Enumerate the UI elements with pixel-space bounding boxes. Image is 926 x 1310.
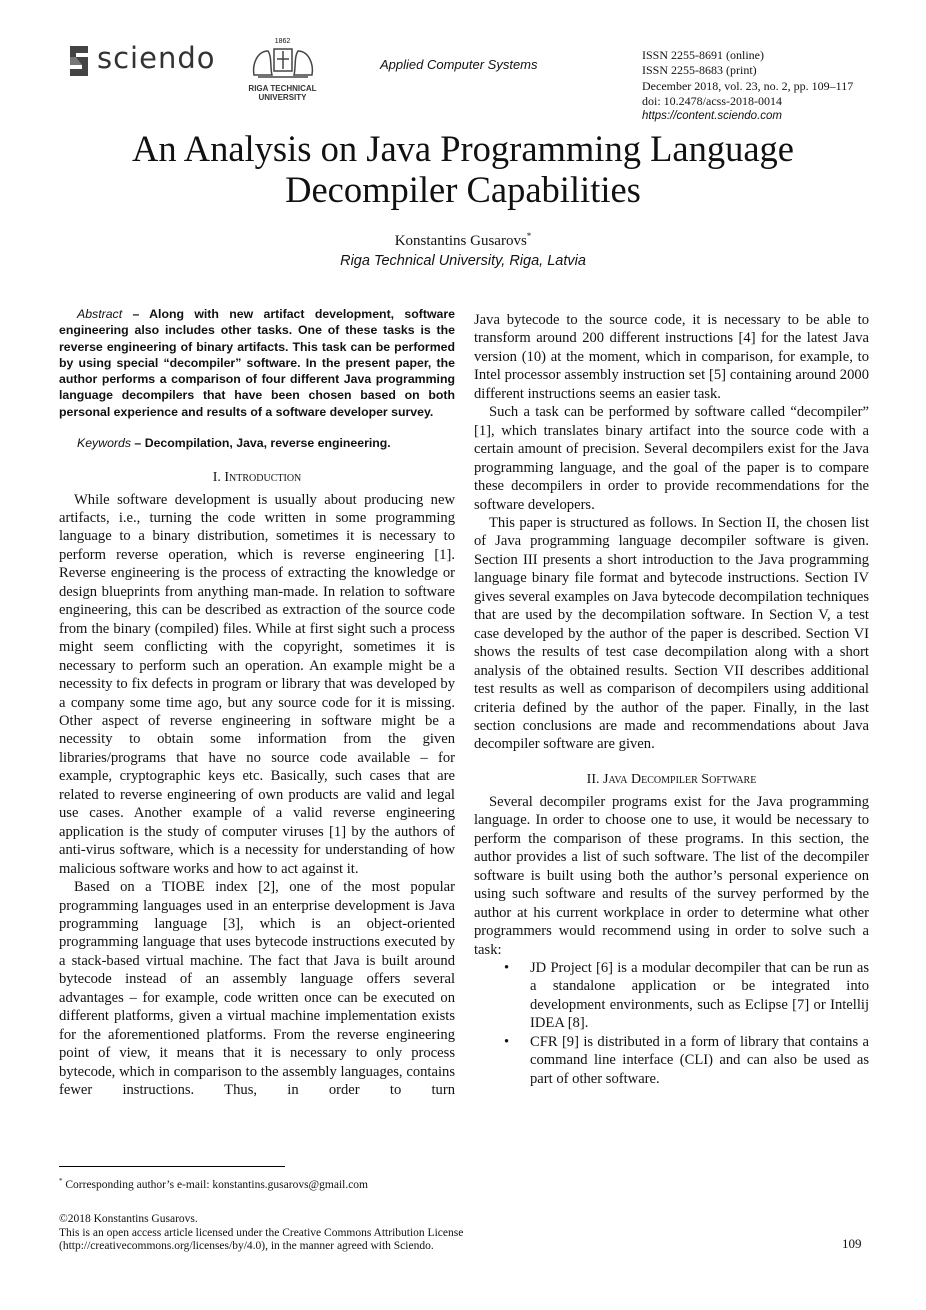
journal-url[interactable]: https://content.sciendo.com [642, 110, 782, 123]
author-footnote-mark: * [526, 231, 532, 241]
publication-meta [642, 48, 853, 124]
title-line: An Analysis on Java Programming Language [132, 128, 794, 169]
keywords [59, 434, 455, 452]
abstract [59, 306, 455, 420]
copyright-notice [59, 1213, 463, 1254]
paragraph: While software development is usually about producing new artifacts, i.e., turning the code written in some programming language to a binary distribution, sometimes it is necessary to perform reverse operation, which is reverse engineering [1]. Reverse engineering is the process of extracting the knowledge or design blueprints from anything man-made. In relation to software engineering, this can be described as extraction of the source code from the binary (compiled) files. While at first sight such a process might seem conflicting with the copyright, sometimes it is necessary to perform such an operation. An example might be a necessity to fix defects in program or library that was developed by a company some time ago, but any source code for it is missing. Other aspect of reverse engineering in software might be a necessity to obtain some information from the given libraries/programs that have no source code available – for example, cryptographic keys etc. Basically, such cases that are related to reverse engineering of own products are valid and legal use cases. Another example of a valid reverse engineering application is the study of computer viruses [1] by the authors of anti-virus software, which is a necessity for understanding of how malicious software works and how to act against it. [59, 491, 455, 877]
rtu-logo [245, 38, 320, 102]
decompiler-list [474, 959, 869, 1088]
keywords-label: Keywords [77, 436, 131, 451]
list-item-text: CFR [9] is distributed in a form of library that contains a command line interface (CLI) and can also be used as part of other software. [530, 1033, 869, 1087]
paragraph-continued: Java bytecode to the source code, it is necessary to be able to transform around 200 different instructions [4] for the latest Java version (10) at the moment, which in comparison, for example, to Intel processor assembly instruction set [5] containing around 2000 different instructions seems an easier task. [474, 312, 869, 402]
paragraph: This paper is structured as follows. In Section II, the chosen list of Java programming language decompiler software is given. Section III presents a short introduction to the Java programming language binary file format and bytecode instructions. Section IV gives several examples on Java bytecode decompilation techniques that are used by the decompilation software. In Section V, a test case developed by the author of the paper is described. Section VI shows the results of test case decompilation along with a short analysis of the obtained results. Section VII describes additional test results as well as comparison of decompilers using additional criteria defined by the author of the paper. Finally, in the last section conclusions are made and recommendations about Java decompiler software are given. [474, 514, 869, 753]
author [0, 231, 926, 250]
abstract-text: Along with new artifact development, software engineering also includes other tasks. One of these tasks is the reverse engineering of binary artifacts. This task can be performed by using special “decompiler” software. In the present paper, the author performs a comparison of four different Java programming language decompilers that have been chosen based on both personal experience and results of a software developer survey. [59, 307, 455, 419]
rtu-crest-icon [248, 45, 318, 79]
affiliation: Riga Technical University, Riga, Latvia [340, 253, 586, 269]
title-line: Decompiler Capabilities [285, 169, 641, 210]
author-name: Konstantins Gusarovs [394, 233, 527, 249]
paper-title [0, 128, 926, 210]
rtu-year: 1862 [274, 38, 291, 45]
footnote-text: Corresponding author’s e-mail: konstantins.gusarovs@gmail.com [65, 1178, 369, 1191]
copyright-line: ©2018 Konstantins Gusarovs. [59, 1213, 198, 1225]
list-item [504, 959, 869, 1033]
bullet-icon: • [504, 1033, 510, 1050]
issn-print: ISSN 2255-8683 (print) [642, 63, 757, 78]
keywords-dash: – [131, 436, 145, 451]
rtu-name-line2: UNIVERSITY [258, 93, 307, 102]
bullet-icon: • [504, 959, 510, 976]
footnote-mark: * [59, 1177, 63, 1185]
doi: doi: 10.2478/acss-2018-0014 [642, 93, 782, 108]
left-column [59, 306, 455, 1099]
section-heading-decompiler-software [474, 771, 869, 789]
license-line: This is an open access article licensed under the Creative Commons Attribution License [59, 1226, 464, 1239]
abstract-label: Abstract [77, 307, 123, 321]
list-item-text: JD Project [6] is a modular decompiler that can be run as a standalone application or be integrated into development environments, such as Eclipse [7] or Intellij IDEA [8]. [530, 959, 869, 1032]
rtu-name-line1: RIGA TECHNICAL [248, 84, 317, 93]
issn-online: ISSN 2255-8691 (online) [642, 48, 764, 62]
paragraph: Based on a TIOBE index [2], one of the most popular programming languages used in an enterprise development is Java programming language [3], which is an object-oriented programming language that uses bytecode instructions executed by a stack-based virtual machine. The fact that Java is built around bytecode instead of an assembly language offers several advantages – for example, code written once can be executed on different platforms, given a virtual machine implementation exists for the aforementioned platforms. From the reverse engineering point of view, it means that it is necessary to only process bytecode, which in comparison to the assembly languages, contains fewer instructions. Thus, in order to turn [59, 879, 455, 1099]
sciendo-logo-text: sciendo [97, 41, 216, 75]
list-item [504, 1033, 869, 1088]
keywords-text: Decompilation, Java, reverse engineering. [144, 436, 391, 451]
heading-text: II. Java Decompiler Software [586, 771, 757, 787]
sciendo-logo-icon [66, 44, 92, 78]
section-heading-introduction [59, 469, 455, 487]
abstract-dash: – [122, 307, 150, 321]
license-line: (http://creativecommons.org/licenses/by/4.0), in the manner agreed with Sciendo. [59, 1240, 434, 1253]
footnote [59, 1177, 368, 1191]
footnote-divider [59, 1166, 285, 1167]
paragraph: Such a task can be performed by software called “decompiler” [1], which translates binary artifact into the source code with a certain amount of precision. Several decompilers exist for the Java programming language, and the goal of the paper is to compare these decompilers in order to provide recommendations for the software developers. [474, 404, 869, 513]
right-column [474, 311, 869, 1088]
paragraph: Several decompiler programs exist for the Java programming language. In order to choose one to use, it would be necessary to perform the comparison of these programs. In this section, the author provides a list of such software. The list of the decompiler software is built using both the author’s personal experience on using such software and results of the survey performed by the author at his current workplace in order to determine what other programmers would recommend using in order to solve such a task: [474, 793, 869, 958]
journal-name: Applied Computer Systems [380, 57, 538, 72]
issue-info: December 2018, vol. 23, no. 2, pp. 109–117 [642, 78, 854, 93]
heading-text: I. Introduction [212, 469, 302, 485]
page-number: 109 [842, 1236, 862, 1251]
